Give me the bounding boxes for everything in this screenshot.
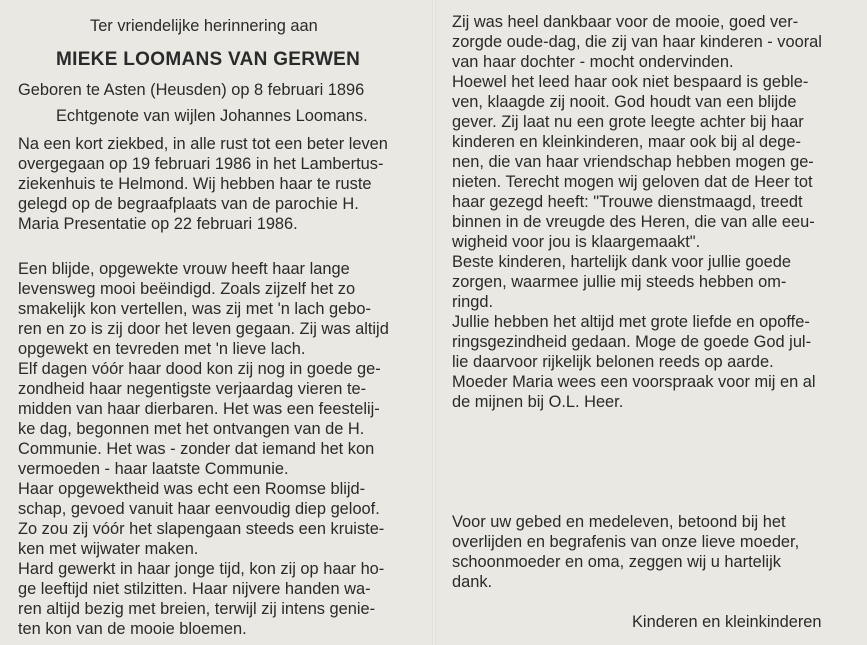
spouse-line: Echtgenote van wijlen Johannes Loomans.: [56, 107, 368, 125]
text-line: nen, die van haar vriendschap hebben mogen ge-: [452, 153, 814, 171]
intro-line: Ter vriendelijke herinnering aan: [90, 17, 318, 35]
text-line: gever. Zij laat nu een grote leegte achter bij haar: [452, 113, 804, 131]
text-line: ven, klaagde zij nooit. God houdt van een blijde: [452, 93, 797, 111]
text-line: levensweg mooi beëindigd. Zoals zijzelf het zo: [18, 280, 356, 298]
text-line: Maria Presentatie op 22 februari 1986.: [18, 215, 298, 233]
text-line: lie daarvoor rijkelijk belonen reeds op aarde.: [452, 353, 774, 371]
text-line: Haar opgewektheid was echt een Roomse blijd-: [18, 480, 366, 498]
text-line: ken met wijwater maken.: [18, 540, 199, 558]
text-line: ke dag, begonnen met het ontvangen van de H.: [18, 420, 365, 438]
card-fold: [432, 0, 436, 645]
text-line: schoonmoeder en oma, zeggen wij u hartelijk: [452, 553, 781, 571]
text-line: Zij was heel dankbaar voor de mooie, goed ver-: [452, 13, 799, 31]
text-line: schap, gevoed vanuit haar eenvoudig diep geloof.: [18, 500, 380, 518]
text-line: gelegd op de begraafplaats van de parochie H.: [18, 195, 359, 213]
text-line: Communie. Het was - zonder dat iemand het kon: [18, 440, 375, 458]
text-line: haar gezegd heeft: "Trouwe dienstmaagd, treedt: [452, 193, 803, 211]
text-line: de mijnen bij O.L. Heer.: [452, 393, 624, 411]
text-line: Hoewel het leed haar ook niet bespaard is geble-: [452, 73, 809, 91]
text-line: Beste kinderen, hartelijk dank voor jullie goede: [452, 253, 791, 271]
text-line: Na een kort ziekbed, in alle rust tot een beter leven: [18, 135, 388, 153]
text-line: nieten. Terecht mogen wij geloven dat de Heer tot: [452, 173, 813, 191]
text-line: smakelijk kon vertellen, was zij met 'n lach gebo-: [18, 300, 371, 318]
text-line: ge leeftijd niet stilzitten. Haar nijvere handen wa-: [18, 580, 371, 598]
text-line: vermoeden - haar laatste Communie.: [18, 460, 289, 478]
text-line: dank.: [452, 573, 493, 591]
text-line: zorgde oude-dag, die zij van haar kinderen - vooral: [452, 33, 822, 51]
text-line: ren altijd bezig met breien, terwijl zij intens genie-: [18, 600, 376, 618]
text-line: Voor uw gebed en medeleven, betoond bij het: [452, 513, 786, 531]
text-line: wigheid voor jou is klaargemaakt".: [452, 233, 701, 251]
text-line: Hard gewerkt in haar jonge tijd, kon zij op haar ho-: [18, 560, 385, 578]
text-line: binnen in de vreugde des Heren, die van alle eeu-: [452, 213, 815, 231]
signature-line: Kinderen en kleinkinderen: [632, 613, 822, 631]
text-line: midden van haar dierbaren. Het was een feestelij-: [18, 400, 380, 418]
text-line: ten kon van de mooie bloemen.: [18, 620, 247, 638]
text-line: opgewekt en tevreden met 'n lieve lach.: [18, 340, 306, 358]
text-line: ringsgezindheid gedaan. Moge de goede God jul-: [452, 333, 812, 351]
birth-line: Geboren te Asten (Heusden) op 8 februari 1896: [18, 81, 365, 99]
text-line: ziekenhuis te Helmond. Wij hebben haar te ruste: [18, 175, 372, 193]
text-line: ringd.: [452, 293, 494, 311]
text-line: Zo zou zij vóór het slapengaan steeds een kruiste-: [18, 520, 385, 538]
text-line: overlijden en begrafenis van onze lieve moeder,: [452, 533, 800, 551]
deceased-name: MIEKE LOOMANS VAN GERWEN: [56, 49, 361, 70]
text-line: zorgen, waarmee jullie mij steeds hebben om-: [452, 273, 787, 291]
text-line: Jullie hebben het altijd met grote liefde en opoffe-: [452, 313, 810, 331]
text-line: Moeder Maria wees een voorspraak voor mij en al: [452, 373, 816, 391]
text-line: zondheid haar negentigste verjaardag vieren te-: [18, 380, 367, 398]
text-line: overgegaan op 19 februari 1986 in het Lambertus-: [18, 155, 384, 173]
text-line: kinderen en kleinkinderen, maar ook bij al dege-: [452, 133, 801, 151]
text-line: van haar dochter - mocht ondervinden.: [452, 53, 734, 71]
text-line: Een blijde, opgewekte vrouw heeft haar lange: [18, 260, 350, 278]
text-line: Elf dagen vóór haar dood kon zij nog in goede ge-: [18, 360, 381, 378]
text-line: ren en zo is zij door het leven gegaan. Zij was altijd: [18, 320, 389, 338]
